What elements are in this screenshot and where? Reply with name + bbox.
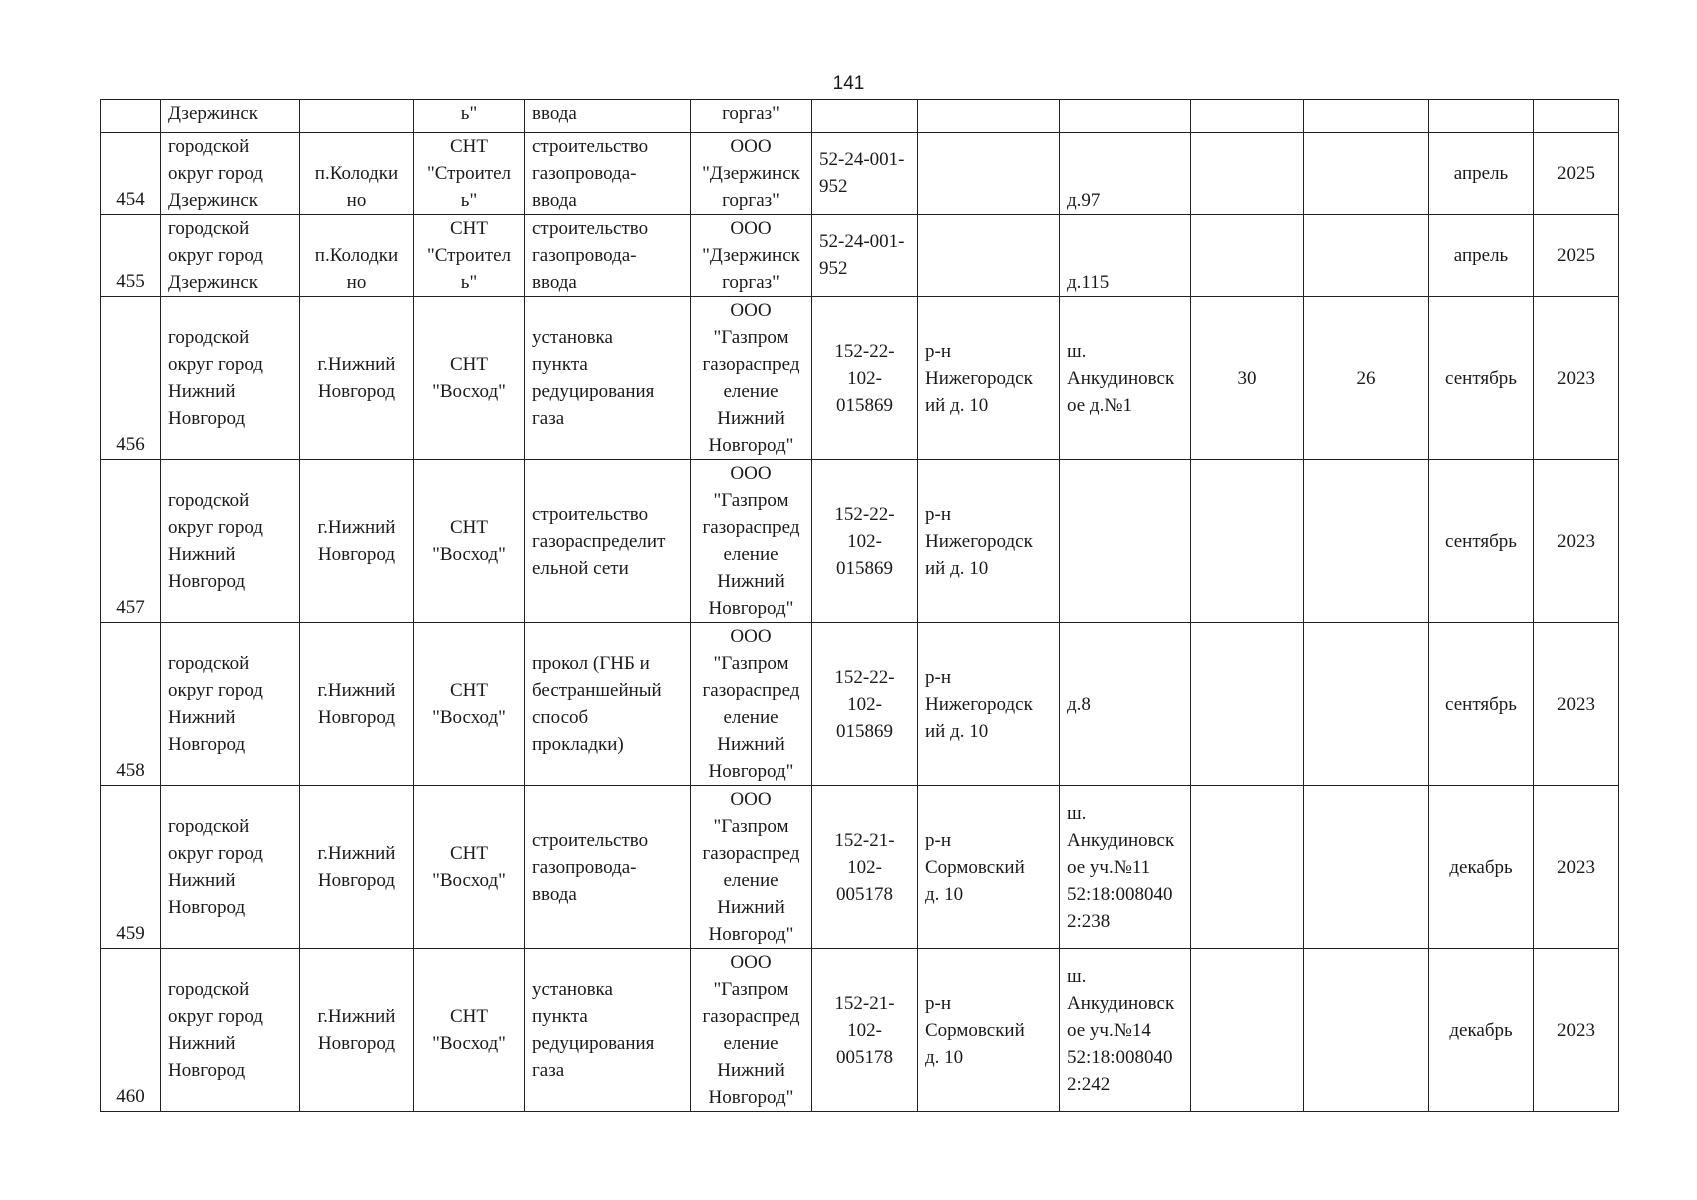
row-number-cell: 456 — [101, 297, 161, 460]
year-cell: 2023 — [1534, 949, 1619, 1112]
year-cell — [1534, 100, 1619, 133]
value-1-cell: 30 — [1191, 297, 1304, 460]
value-1-cell — [1191, 623, 1304, 786]
year-cell: 2023 — [1534, 623, 1619, 786]
year-cell: 2023 — [1534, 786, 1619, 949]
table-row — [101, 949, 1619, 1112]
row-number-cell: 458 — [101, 623, 161, 786]
table-row — [101, 786, 1619, 949]
object-cell: СНТ "Восход" — [414, 623, 525, 786]
object-cell: ь" — [414, 100, 525, 133]
month-cell — [1429, 100, 1534, 133]
locality-cell: г.Нижний Новгород — [300, 297, 414, 460]
address-cell — [918, 133, 1060, 215]
district-cell: городской округ город Дзержинск — [161, 133, 300, 215]
object-cell: СНТ "Восход" — [414, 297, 525, 460]
value-2-cell — [1304, 623, 1429, 786]
work-type-cell: строительство газопровода- ввода — [525, 786, 691, 949]
year-cell: 2023 — [1534, 297, 1619, 460]
locality-cell — [300, 100, 414, 133]
table-row — [101, 215, 1619, 297]
locality-cell: п.Колодки но — [300, 133, 414, 215]
month-cell: сентябрь — [1429, 623, 1534, 786]
district-cell: городской округ город Нижний Новгород — [161, 623, 300, 786]
row-number-cell — [101, 100, 161, 133]
table-row — [101, 623, 1619, 786]
district-cell: Дзержинск — [161, 100, 300, 133]
plot-cell: ш. Анкудиновск ое уч.№11 52:18:008040 2:238 — [1060, 786, 1191, 949]
value-1-cell — [1191, 215, 1304, 297]
address-cell — [918, 215, 1060, 297]
work-type-cell: установка пункта редуцирования газа — [525, 949, 691, 1112]
district-cell: городской округ город Нижний Новгород — [161, 786, 300, 949]
plot-cell: д.8 — [1060, 623, 1191, 786]
year-cell: 2023 — [1534, 460, 1619, 623]
tech-conditions-cell: 152-21- 102- 005178 — [812, 949, 918, 1112]
gas-works-table — [100, 99, 1619, 1112]
work-type-cell: строительство газопровода- ввода — [525, 215, 691, 297]
district-cell: городской округ город Дзержинск — [161, 215, 300, 297]
locality-cell: г.Нижний Новгород — [300, 623, 414, 786]
organization-cell: ООО "Газпром газораспред еление Нижний Новгород" — [691, 297, 812, 460]
year-cell: 2025 — [1534, 133, 1619, 215]
organization-cell: ООО "Газпром газораспред еление Нижний Новгород" — [691, 786, 812, 949]
value-1-cell — [1191, 786, 1304, 949]
page-number: 141 — [832, 73, 865, 94]
value-2-cell — [1304, 949, 1429, 1112]
address-cell — [918, 100, 1060, 133]
address-cell: р-н Нижегородск ий д. 10 — [918, 460, 1060, 623]
value-1-cell — [1191, 949, 1304, 1112]
month-cell: декабрь — [1429, 786, 1534, 949]
object-cell: СНТ "Восход" — [414, 786, 525, 949]
table-row — [101, 460, 1619, 623]
value-1-cell — [1191, 133, 1304, 215]
plot-cell: ш. Анкудиновск ое уч.№14 52:18:008040 2:242 — [1060, 949, 1191, 1112]
row-number-cell: 454 — [101, 133, 161, 215]
locality-cell: п.Колодки но — [300, 215, 414, 297]
value-2-cell — [1304, 460, 1429, 623]
work-type-cell: строительство газораспределит ельной сети — [525, 460, 691, 623]
row-number-cell: 457 — [101, 460, 161, 623]
district-cell: городской округ город Нижний Новгород — [161, 297, 300, 460]
value-2-cell — [1304, 215, 1429, 297]
year-cell: 2025 — [1534, 215, 1619, 297]
tech-conditions-cell — [812, 100, 918, 133]
object-cell: СНТ "Строител ь" — [414, 215, 525, 297]
value-2-cell — [1304, 786, 1429, 949]
locality-cell: г.Нижний Новгород — [300, 949, 414, 1112]
locality-cell: г.Нижний Новгород — [300, 786, 414, 949]
work-type-cell: строительство газопровода- ввода — [525, 133, 691, 215]
object-cell: СНТ "Восход" — [414, 949, 525, 1112]
month-cell: сентябрь — [1429, 297, 1534, 460]
table-row — [101, 100, 1619, 133]
row-number-cell: 455 — [101, 215, 161, 297]
object-cell: СНТ "Строител ь" — [414, 133, 525, 215]
table-row — [101, 133, 1619, 215]
organization-cell: ООО "Дзержинск горгаз" — [691, 133, 812, 215]
organization-cell: ООО "Газпром газораспред еление Нижний Новгород" — [691, 460, 812, 623]
tech-conditions-cell: 52-24-001- 952 — [812, 133, 918, 215]
tech-conditions-cell: 52-24-001- 952 — [812, 215, 918, 297]
object-cell: СНТ "Восход" — [414, 460, 525, 623]
tech-conditions-cell: 152-22- 102- 015869 — [812, 460, 918, 623]
month-cell: апрель — [1429, 215, 1534, 297]
organization-cell: ООО "Дзержинск горгаз" — [691, 215, 812, 297]
table-row — [101, 297, 1619, 460]
address-cell: р-н Сормовский д. 10 — [918, 949, 1060, 1112]
organization-cell: ООО "Газпром газораспред еление Нижний Новгород" — [691, 623, 812, 786]
district-cell: городской округ город Нижний Новгород — [161, 460, 300, 623]
address-cell: р-н Нижегородск ий д. 10 — [918, 623, 1060, 786]
row-number-cell: 460 — [101, 949, 161, 1112]
plot-cell: д.97 — [1060, 133, 1191, 215]
value-1-cell — [1191, 100, 1304, 133]
value-2-cell: 26 — [1304, 297, 1429, 460]
value-2-cell — [1304, 133, 1429, 215]
tech-conditions-cell: 152-22- 102- 015869 — [812, 623, 918, 786]
plot-cell: ш. Анкудиновск ое д.№1 — [1060, 297, 1191, 460]
row-number-cell: 459 — [101, 786, 161, 949]
address-cell: р-н Нижегородск ий д. 10 — [918, 297, 1060, 460]
plot-cell: д.115 — [1060, 215, 1191, 297]
address-cell: р-н Сормовский д. 10 — [918, 786, 1060, 949]
organization-cell: горгаз" — [691, 100, 812, 133]
plot-cell — [1060, 100, 1191, 133]
work-type-cell: прокол (ГНБ и бестраншейный способ прокладки) — [525, 623, 691, 786]
district-cell: городской округ город Нижний Новгород — [161, 949, 300, 1112]
month-cell: сентябрь — [1429, 460, 1534, 623]
month-cell: декабрь — [1429, 949, 1534, 1112]
month-cell: апрель — [1429, 133, 1534, 215]
work-type-cell: установка пункта редуцирования газа — [525, 297, 691, 460]
work-type-cell: ввода — [525, 100, 691, 133]
tech-conditions-cell: 152-21- 102- 005178 — [812, 786, 918, 949]
tech-conditions-cell: 152-22- 102- 015869 — [812, 297, 918, 460]
locality-cell: г.Нижний Новгород — [300, 460, 414, 623]
value-1-cell — [1191, 460, 1304, 623]
plot-cell — [1060, 460, 1191, 623]
value-2-cell — [1304, 100, 1429, 133]
organization-cell: ООО "Газпром газораспред еление Нижний Новгород" — [691, 949, 812, 1112]
